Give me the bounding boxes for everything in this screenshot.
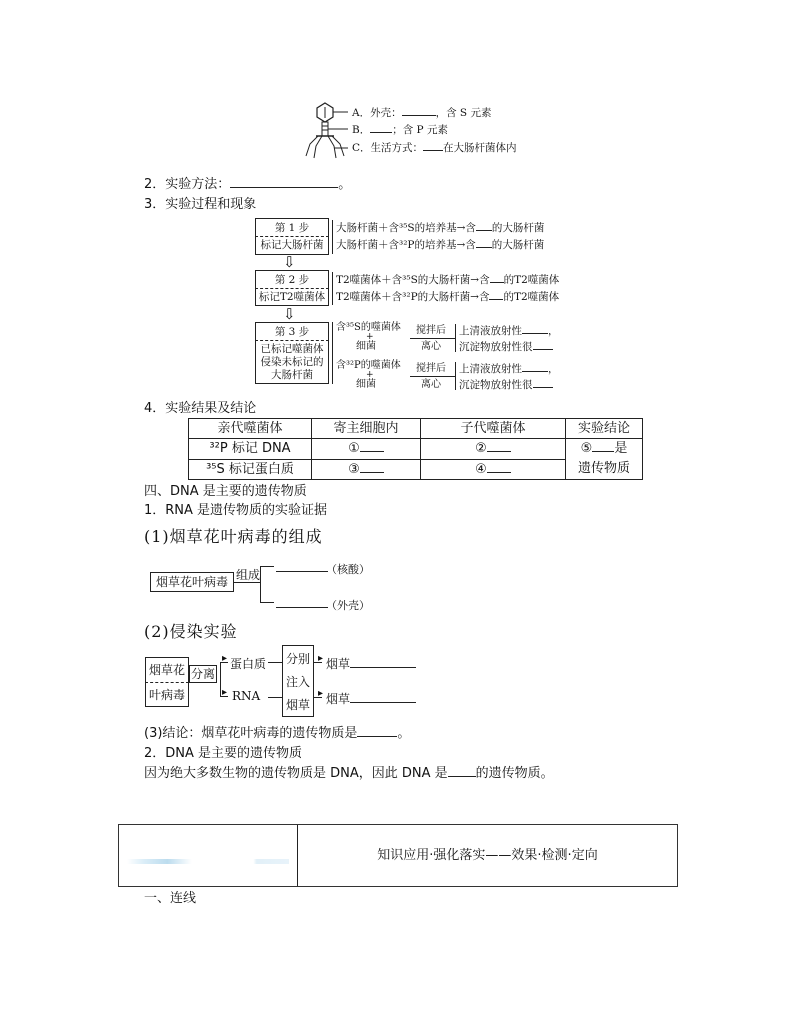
shell-label: （外壳） [326, 599, 370, 612]
arrow-icon: ▸ [222, 653, 228, 664]
step3-g2-stir: 搅拌后 [416, 363, 446, 374]
tmv-name-b: 叶病毒 [148, 688, 185, 702]
step3-g2-r2: 沉淀物放射性很 [459, 379, 553, 392]
step2-line2: T2噬菌体＋含³²P的大肠杆菌→含 的T2噬菌体 [336, 291, 560, 303]
phage-figure [300, 100, 350, 162]
table-cell: ④ [421, 459, 566, 480]
step1-line1: 大肠杆菌＋含³⁵S的培养基→含 的大肠杆菌 [336, 222, 545, 234]
subheading-rna: 1．RNA 是遗传物质的实验证据 [144, 503, 328, 518]
phage-label-b: B． ；含 P 元素 [352, 124, 448, 136]
step3-name1: 已标记噬菌体 [260, 343, 324, 355]
table-cell: ② [421, 439, 566, 460]
method-line: 2．实验方法： 。 [144, 177, 352, 192]
tobacco-label-1: 烟草 [326, 655, 416, 672]
tobacco-label-2: 烟草 [326, 690, 416, 707]
step3-g1-plus: + [366, 332, 374, 342]
tmv-name-a: 烟草花 [148, 663, 185, 677]
step3-g1-stir: 搅拌后 [416, 325, 446, 336]
step3-g1-phage: 含³⁵S的噬菌体 [336, 322, 401, 333]
step1-name: 标记大肠杆菌 [260, 239, 324, 251]
table-cell: ⑤ 是 遗传物质 [566, 439, 643, 480]
banner-decoration [127, 859, 289, 864]
section-banner [118, 824, 678, 887]
tmv-composition-heading: (1)烟草花叶病毒的组成 [144, 527, 323, 546]
table-header: 寄主细胞内 [312, 419, 421, 439]
step3-g1-r2: 沉淀物放射性很 [459, 341, 553, 354]
step1-line2: 大肠杆菌＋含³²P的培养基→含 的大肠杆菌 [336, 239, 545, 251]
phage-label-a: A．外壳： ，含 S 元素 [352, 107, 492, 119]
arrow-icon: ▸ [222, 687, 228, 698]
step2-line1: T2噬菌体＋含³⁵S的大肠杆菌→含 的T2噬菌体 [336, 274, 560, 286]
step3-g1-spin: 离心 [421, 341, 441, 352]
compose-label: 组成 [236, 568, 261, 582]
arrow-icon: ▸ [318, 688, 324, 699]
table-row [189, 419, 643, 439]
step3-g2-phage: 含³²P的噬菌体 [336, 360, 401, 371]
step1-title: 第 1 步 [274, 222, 310, 234]
table-header: 子代噬菌体 [421, 419, 566, 439]
banner-title: 知识应用·强化落实——效果·检测·定向 [377, 848, 598, 863]
inject-text-3: 烟草 [285, 698, 310, 712]
dna-main-line: 因为绝大多数生物的遗传物质是 DNA，因此 DNA 是 的遗传物质。 [144, 766, 554, 781]
step3-g2-bact: 细菌 [356, 379, 376, 390]
step2-title: 第 2 步 [274, 274, 310, 286]
separate-box: 分离 [190, 667, 215, 681]
table-cell: ³²P 标记 DNA [189, 439, 312, 460]
step3-name3: 大肠杆菌 [271, 369, 313, 381]
tmv-box: 烟草花叶病毒 [150, 572, 234, 592]
nucleic-label: （核酸） [326, 563, 370, 576]
process-heading: 3．实验过程和现象 [144, 197, 257, 212]
table-cell: ³⁵S 标记蛋白质 [189, 459, 312, 480]
table-cell: ① [312, 439, 421, 460]
step3-g1-r1: 上清液放射性 ， [459, 325, 559, 337]
phage-label-c: C．生活方式： 在大肠杆菌体内 [352, 142, 517, 154]
step3-g2-plus: + [366, 370, 374, 380]
step3-g2-spin: 离心 [421, 379, 441, 390]
arrow-icon: ▸ [318, 653, 324, 664]
rna-label: RNA [232, 689, 261, 703]
down-arrow-icon: ⇩ [283, 305, 296, 323]
step2-name: 标记T2噬菌体 [258, 291, 326, 303]
step3-title: 第 3 步 [274, 326, 310, 338]
down-arrow-icon: ⇩ [283, 253, 296, 271]
table-cell: ③ [312, 459, 421, 480]
subheading-dna: 2．DNA 是主要的遗传物质 [144, 746, 303, 761]
results-table [188, 418, 643, 480]
section-heading-4: 四、DNA 是主要的遗传物质 [144, 484, 307, 499]
results-heading: 4．实验结果及结论 [144, 401, 257, 416]
table-row [189, 439, 643, 460]
step3-g1-bact: 细菌 [356, 341, 376, 352]
step3-name2: 侵染未标记的 [260, 356, 324, 368]
inject-text-2: 注入 [285, 675, 310, 689]
conclusion-line: (3)结论：烟草花叶病毒的遗传物质是 。 [144, 726, 411, 741]
table-header: 实验结论 [566, 419, 643, 439]
protein-label: 蛋白质 [230, 657, 267, 671]
tail-heading: 一、连线 [144, 891, 197, 906]
table-header: 亲代噬菌体 [189, 419, 312, 439]
infection-heading: (2)侵染实验 [144, 622, 238, 641]
step3-g2-r1: 上清液放射性 ， [459, 363, 559, 375]
inject-text-1: 分别 [285, 652, 310, 666]
